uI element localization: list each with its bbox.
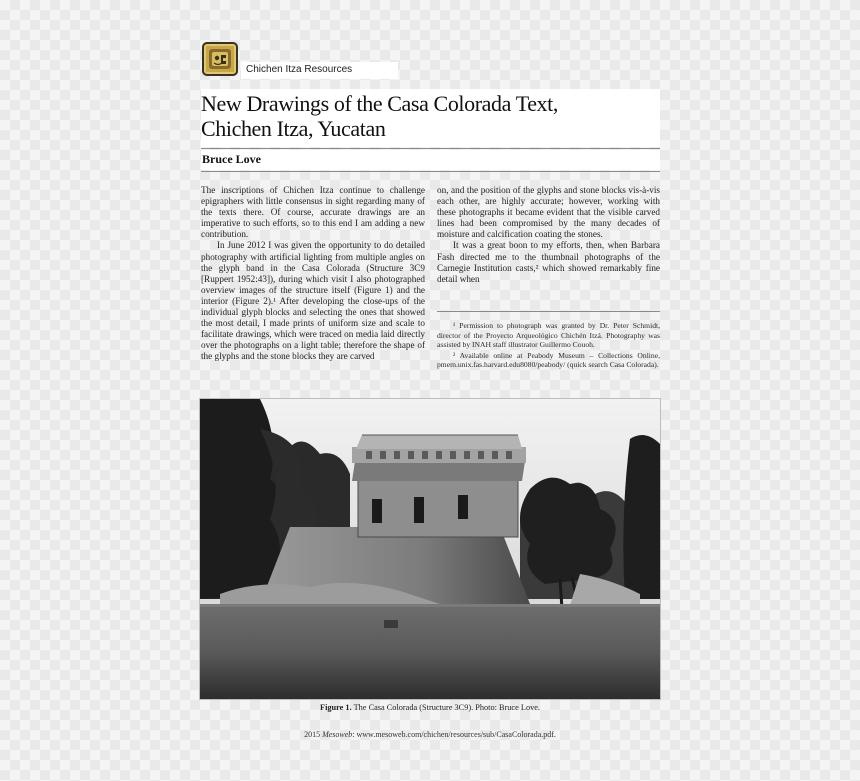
- footnote: ¹ Permission to photograph was granted by Dr. Peter Schmidt, director of the Proyecto Arqueológico Chichén Itzá. Photography was assisted by INAH staff illustrator Guillermo Couoh.: [437, 321, 660, 350]
- footer-publisher: Mesoweb: [322, 730, 353, 739]
- footnotes: [437, 321, 660, 371]
- footer-citation: [200, 730, 660, 739]
- casa-colorada-photo: [200, 399, 660, 699]
- author-rule: [201, 171, 660, 172]
- body-paragraph: on, and the position of the glyphs and stone blocks vis-à-vis each other, are highly accurate; however, working with these photographs it became evident that the visible carved lines had been compromised by the many decades of moisture and calcification coating the stones.: [437, 185, 660, 240]
- footnote-rule: [437, 311, 660, 312]
- figure-caption: [200, 703, 660, 712]
- title-rule: [201, 148, 660, 149]
- article-title-line2: Chichen Itza, Yucatan: [201, 116, 386, 141]
- body-paragraph: It was a great boon to my efforts, then, when Barbara Fash directed me to the thumbnail photographs of the Carnegie Institution casts,² which showed remarkably fine detail when: [437, 240, 660, 284]
- mesoweb-logo-icon: [202, 42, 238, 76]
- footer-year: 2015: [304, 730, 321, 739]
- body-column-left: [201, 185, 425, 363]
- figure-label: Figure 1.: [320, 703, 352, 712]
- article-title: [201, 91, 558, 141]
- site-name-strip: [241, 62, 398, 79]
- footer-url[interactable]: : www.mesoweb.com/chichen/resources/sub/CasaColorada.pdf.: [352, 730, 556, 739]
- body-column-right: [437, 185, 660, 285]
- body-paragraph: In June 2012 I was given the opportunity to do detailed photography with artificial lighting from multiple angles on the glyph band in the Casa Colorada (Structure 3C9 [Ruppert 1952:43]), during which visit I also photographed overview images of the structure itself (Figure 1) and the interior (Figure 2).¹ After developing the close-ups of the individual glyph blocks and selecting the ones that showed the most detail, I made prints of uniform size and scale to facilitate drawings, which were traced on media laid directly over the photographs on a light table; therefore the shape of the glyphs and the stone blocks they are carved: [201, 240, 425, 362]
- footnote: ² Available online at Peabody Museum – Collections Online, pmem.unix.fas.harvard.edu8080/peabody/ (quick search Casa Colorada).: [437, 350, 660, 370]
- article-title-line1: New Drawings of the Casa Colorada Text,: [201, 91, 558, 116]
- author-block: [201, 150, 660, 170]
- figure-text: The Casa Colorada (Structure 3C9). Photo: Bruce Love.: [353, 703, 540, 712]
- title-block: [201, 89, 660, 147]
- author-name: Bruce Love: [202, 152, 261, 166]
- body-paragraph: The inscriptions of Chichen Itza continue to challenge epigraphers with little consensus in sight regarding many of the texts there. Of course, accurate drawings are an imperative to such efforts, so to this end I am adding a new contribution.: [201, 185, 425, 240]
- site-name: Chichen Itza Resources: [246, 64, 353, 75]
